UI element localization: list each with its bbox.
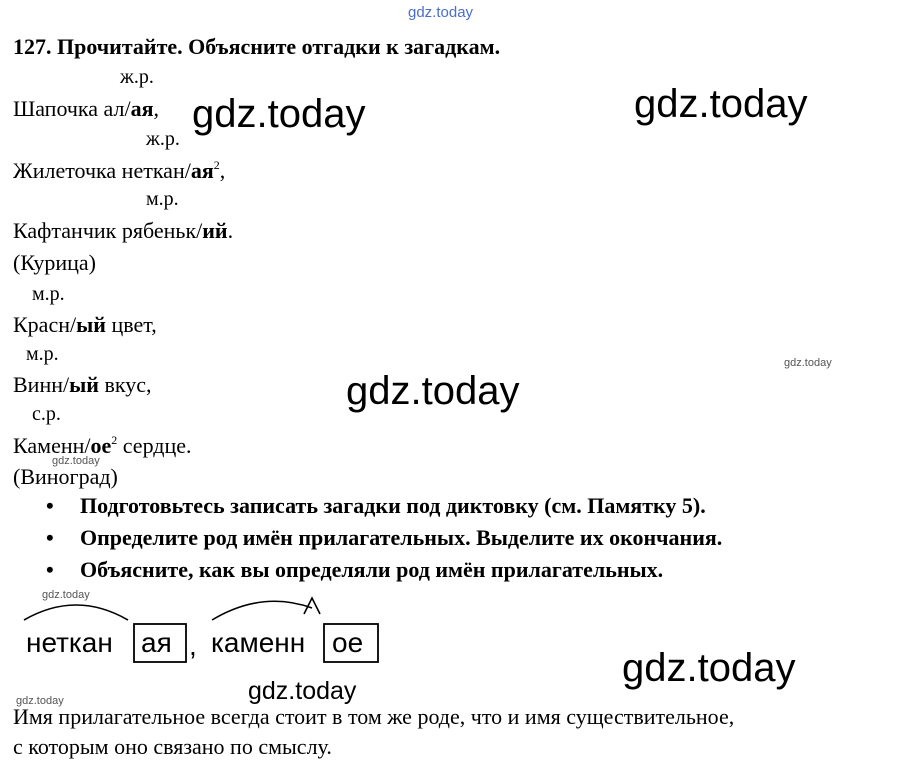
riddle-answer: (Виноград) <box>13 464 118 489</box>
word-stem: Каменн/ <box>13 433 91 458</box>
gender-label: м.р. <box>26 343 59 365</box>
punctuation: , <box>219 158 226 183</box>
footnote-mark: 2 <box>111 433 118 447</box>
gender-label: с.р. <box>32 403 61 425</box>
word-ending: ый <box>76 312 106 337</box>
morpheme-root: каменн <box>211 627 306 658</box>
word-tail: сердце. <box>117 433 192 458</box>
watermark-small: gdz.today <box>42 589 90 601</box>
word-stem: Винн/ <box>13 372 70 397</box>
watermark-large: gdz.today <box>622 646 796 690</box>
gender-label: ж.р. <box>120 66 154 88</box>
punctuation: , <box>153 96 160 121</box>
word-ending: ий <box>202 218 228 243</box>
watermark-top: gdz.today <box>408 4 474 21</box>
morpheme-ending: ое <box>332 627 364 658</box>
word-ending: ая <box>190 158 214 183</box>
word-tail: цвет, <box>105 312 157 337</box>
root-arc <box>212 601 312 620</box>
task-item: • Подготовьтесь записать загадки под диктовку (см. Памятку 5). <box>80 490 722 522</box>
watermark-medium: gdz.today <box>248 677 357 705</box>
watermark-large: gdz.today <box>192 92 366 136</box>
root-arc <box>24 605 128 620</box>
word-stem: Красн/ <box>13 312 77 337</box>
riddle-answer: (Курица) <box>13 250 96 275</box>
morpheme-ending: ая <box>141 627 172 658</box>
gender-label: м.р. <box>146 188 179 210</box>
word-ending: ое <box>90 433 112 458</box>
word-stem: Шапочка ал/ <box>13 96 131 121</box>
conclusion-line: с которым оно связано по смыслу. <box>13 734 332 759</box>
task-item: • Объясните, как вы определяли род имён прилагательных. <box>80 554 722 586</box>
comma: , <box>189 630 197 661</box>
punctuation: . <box>227 218 234 243</box>
watermark-small: gdz.today <box>784 357 832 369</box>
conclusion-line: Имя прилагательное всегда стоит в том же роде, что и имя существительное, <box>13 704 735 729</box>
watermark-small: gdz.today <box>52 455 100 467</box>
watermark-small: gdz.today <box>16 695 64 707</box>
watermark-large: gdz.today <box>634 82 808 126</box>
exercise-heading: 127. Прочитайте. Объясните отгадки к загадкам. <box>13 34 501 59</box>
word-ending: ый <box>69 372 99 397</box>
word-stem: Жилеточка неткан/ <box>13 158 191 183</box>
footnote-mark: 2 <box>213 158 220 172</box>
word-stem: Кафтанчик рябеньк/ <box>13 218 203 243</box>
gender-label: м.р. <box>32 283 65 305</box>
word-ending: ая <box>130 96 154 121</box>
gender-label: ж.р. <box>146 128 180 150</box>
task-item: • Определите род имён прилагательных. Выделите их окончания. <box>80 522 722 554</box>
morpheme-root: неткан <box>26 627 113 658</box>
watermark-large: gdz.today <box>346 369 520 413</box>
word-tail: вкус, <box>98 372 152 397</box>
